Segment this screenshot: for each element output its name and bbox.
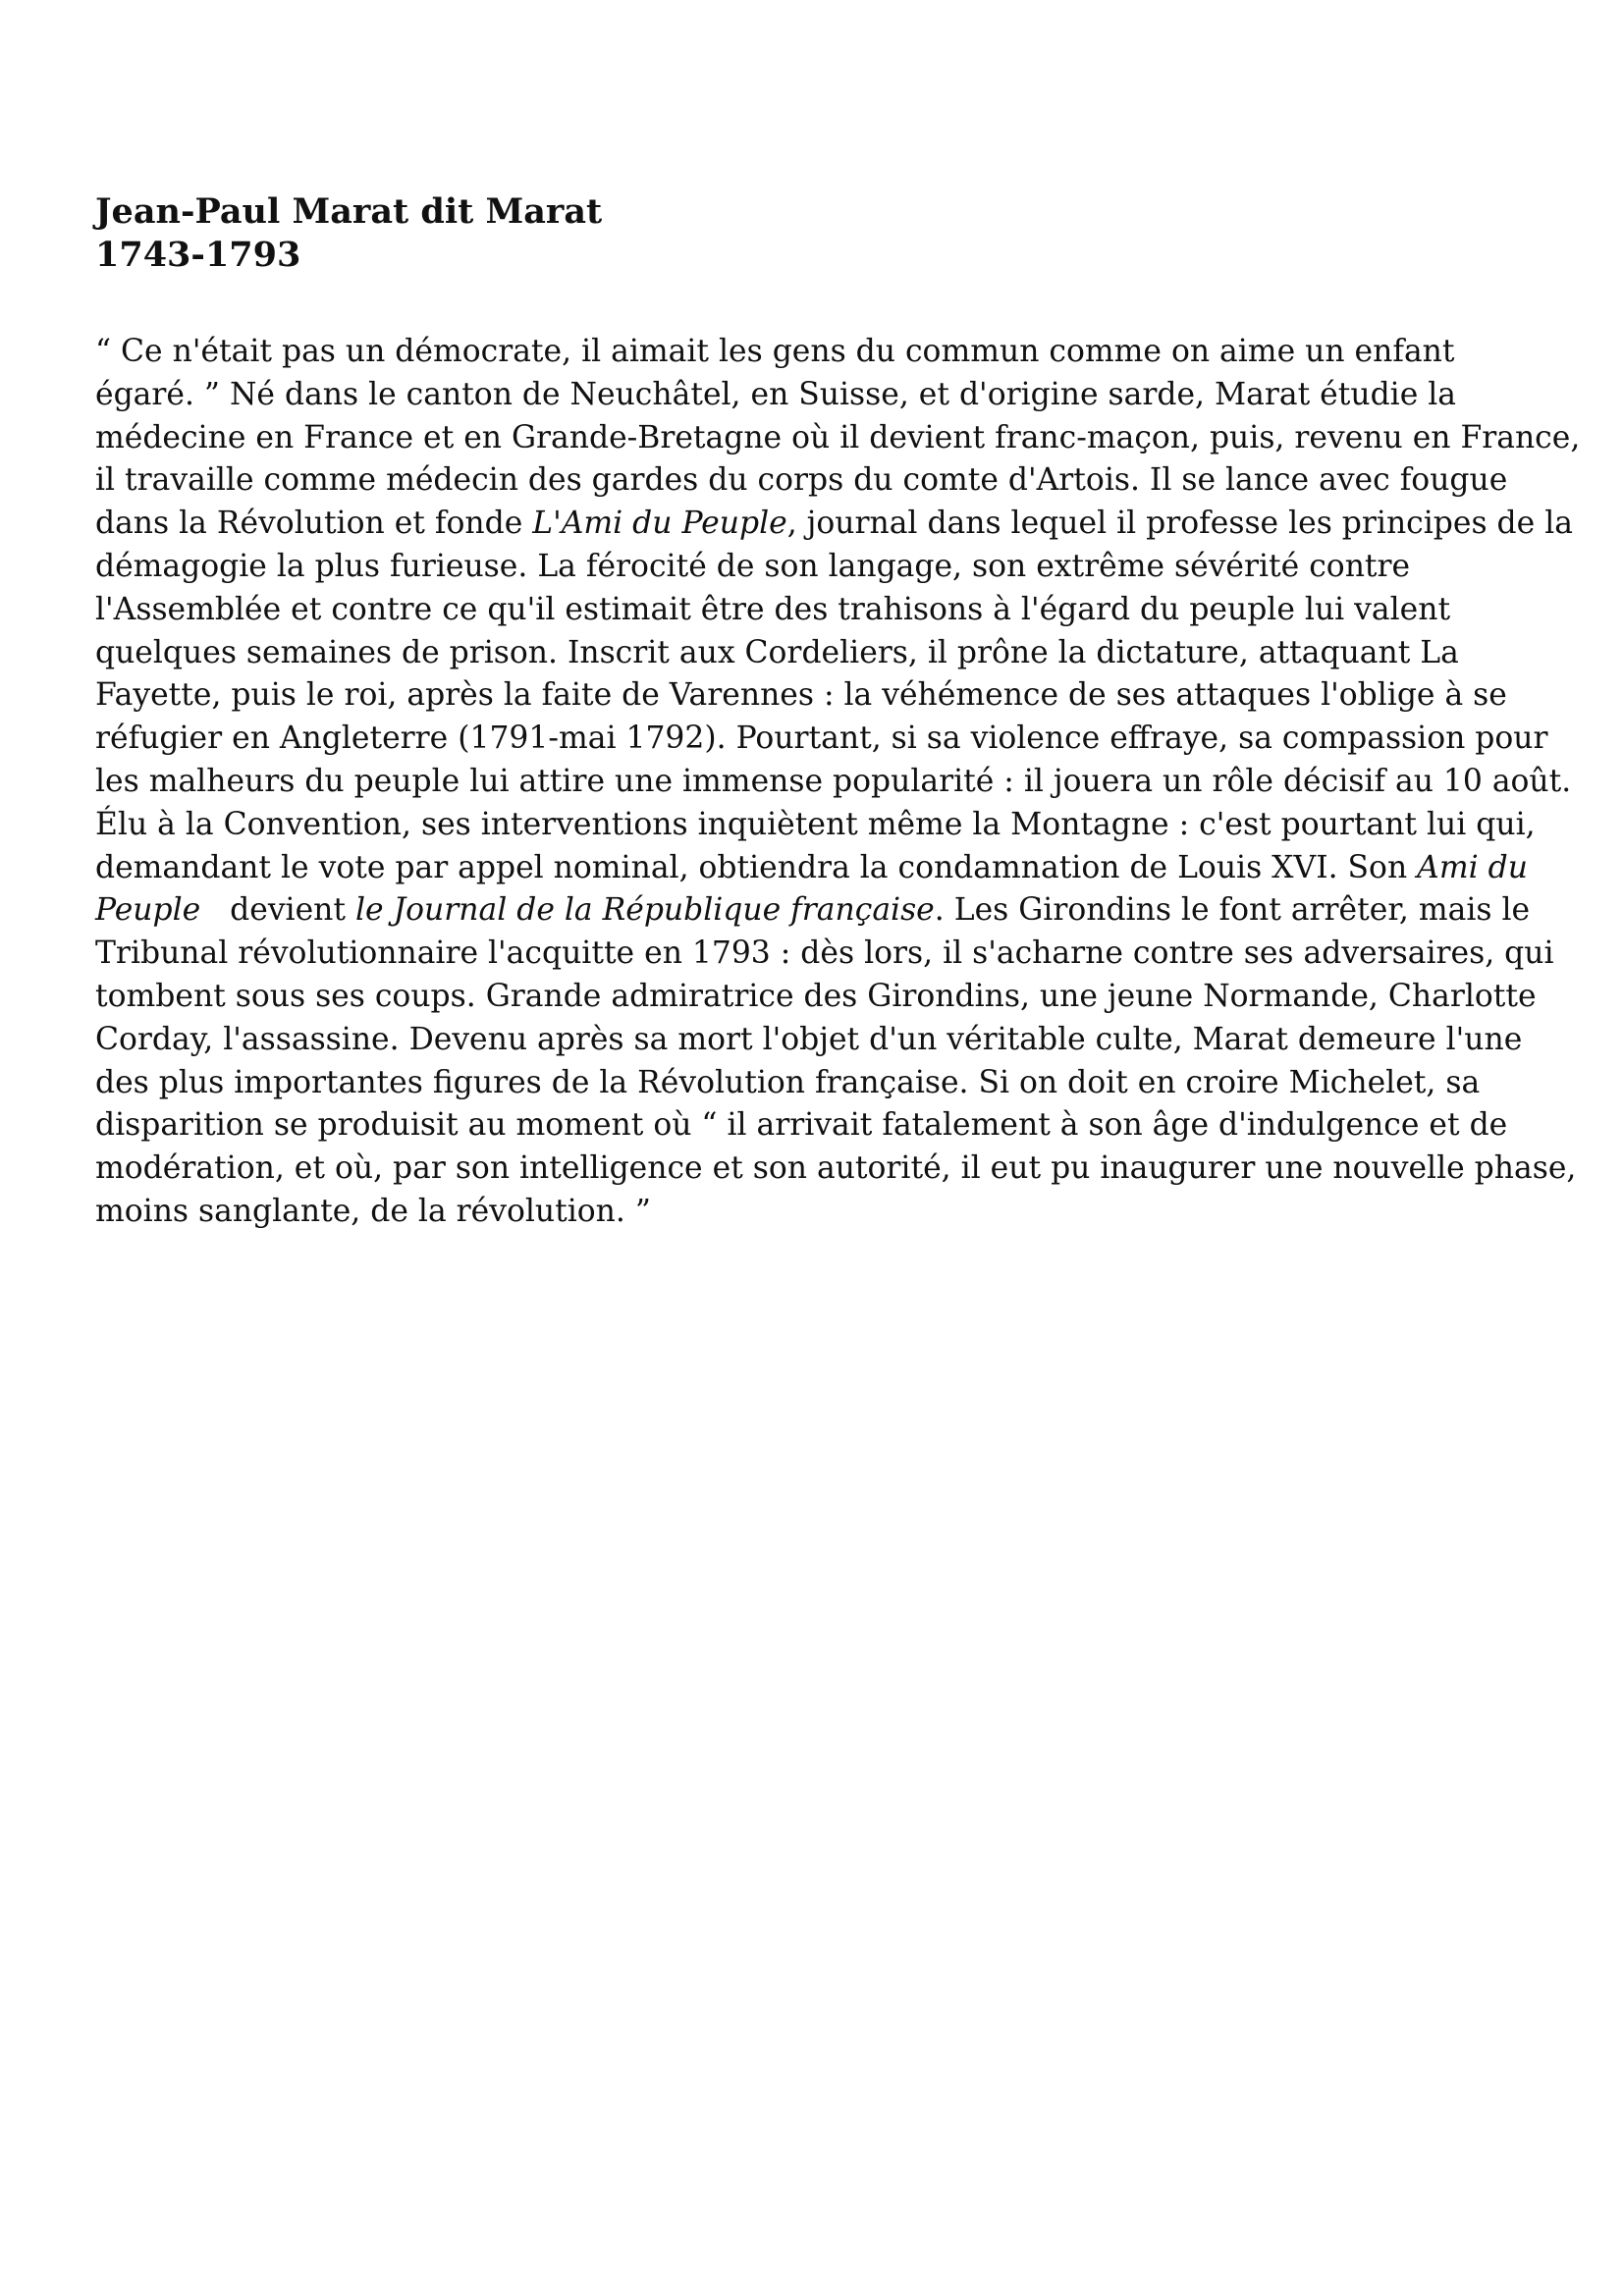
biography-paragraph bbox=[95, 331, 1581, 1234]
paragraph-line: Peuple devient le Journal de la République française. Les Girondins le font arrêter, mais le bbox=[95, 892, 1531, 929]
paragraph-line: disparition se produisit au moment où “ il arrivait fatalement à son âge d'indulgence et de bbox=[95, 1107, 1508, 1144]
paragraph-line: l'Assemblée et contre ce qu'il estimait être des trahisons à l'égard du peuple lui valent bbox=[95, 591, 1451, 627]
paragraph-line: dans la Révolution et fonde L'Ami du Peuple, journal dans lequel il professe les principes de la bbox=[95, 506, 1573, 542]
paragraph-line: égaré. ” Né dans le canton de Neuchâtel, en Suisse, et d'origine sarde, Marat étudie la bbox=[95, 376, 1457, 412]
document-dates: 1743-1793 bbox=[95, 235, 301, 275]
paragraph-line: démagogie la plus furieuse. La férocité de son langage, son extrême sévérité contre bbox=[95, 548, 1411, 584]
paragraph-line: “ Ce n'était pas un démocrate, il aimait les gens du commun comme on aime un enfant bbox=[95, 334, 1455, 369]
paragraph-line: Élu à la Convention, ses interventions inquiètent même la Montagne : c'est pourtant lui qui, bbox=[95, 806, 1536, 842]
journal-title-italic: L'Ami du Peuple bbox=[532, 506, 787, 542]
paragraph-line: Tribunal révolutionnaire l'acquitte en 1793 : dès lors, il s'acharne contre ses adversaires, qui bbox=[95, 935, 1554, 972]
paragraph-line: moins sanglante, de la révolution. ” bbox=[95, 1193, 651, 1229]
paragraph-line: médecine en France et en Grande-Bretagne où il devient franc-maçon, puis, revenu en France, bbox=[95, 419, 1581, 455]
journal-title-italic: Ami du bbox=[1417, 849, 1528, 885]
paragraph-line: quelques semaines de prison. Inscrit aux Cordeliers, il prône la dictature, attaquant La bbox=[95, 634, 1459, 670]
paragraph-line: demandant le vote par appel nominal, obtiendra la condamnation de Louis XVI. Son Ami du bbox=[95, 849, 1528, 885]
paragraph-line: des plus importantes figures de la Révolution française. Si on doit en croire Michelet, sa bbox=[95, 1064, 1481, 1100]
paragraph-line: il travaille comme médecin des gardes du corps du comte d'Artois. Il se lance avec fougue bbox=[95, 462, 1508, 499]
paragraph-line: réfugier en Angleterre (1791-mai 1792). Pourtant, si sa violence effraye, sa compassion pour bbox=[95, 721, 1548, 757]
journal-title-italic: le Journal de la République française bbox=[354, 892, 935, 929]
document-title: Jean-Paul Marat dit Marat bbox=[95, 191, 603, 232]
paragraph-line: Corday, l'assassine. Devenu après sa mort l'objet d'un véritable culte, Marat demeure l'une bbox=[95, 1021, 1523, 1057]
paragraph-line: Fayette, puis le roi, après la faite de Varennes : la véhémence de ses attaques l'oblige à se bbox=[95, 677, 1507, 714]
paragraph-line: tombent sous ses coups. Grande admiratrice des Girondins, une jeune Normande, Charlotte bbox=[95, 978, 1537, 1014]
journal-title-italic: Peuple bbox=[95, 892, 201, 929]
document-heading bbox=[95, 190, 602, 277]
paragraph-line: les malheurs du peuple lui attire une immense popularité : il jouera un rôle décisif au 10 août. bbox=[95, 763, 1572, 799]
paragraph-line: modération, et où, par son intelligence et son autorité, il eut pu inaugurer une nouvelle phase, bbox=[95, 1150, 1577, 1187]
